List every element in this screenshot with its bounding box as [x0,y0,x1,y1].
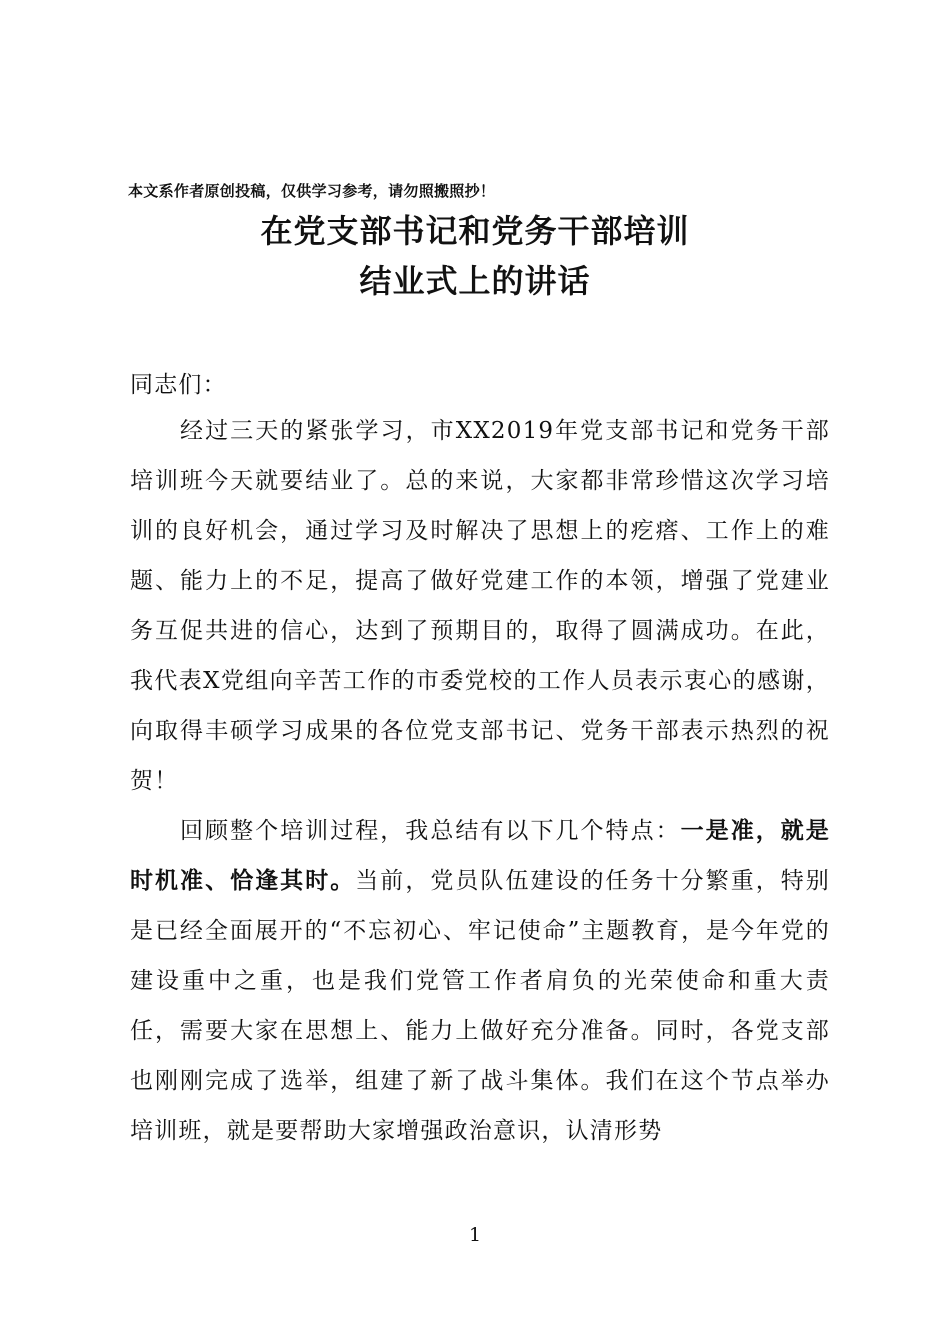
page-number: 1 [468,1224,482,1246]
paragraph-2-bold-point: 一是准，就是时机准、恰逢其时。 [130,817,831,894]
paragraph-2 [130,806,830,1156]
salutation: 同志们： [130,372,227,398]
page-title-line-1: 在党支部书记和党务干部培训 [260,212,690,250]
paragraph-2-intro: 回顾整个培训过程，我总结有以下几个特点： [180,818,681,844]
paragraph-1: 经过三天的紧张学习，市XX2019年党支部书记和党务干部培训班今天就要结业了。总的来说，大家都非常珍惜这次学习培训的良好机会，通过学习及时解决了思想上的疙瘩、工作上的难题、能力上的不足，提高了做好党建工作的本领，增强了党建业务互促共进的信心，达到了预期目的，取得了圆满成功。在此，我代表X党组向辛苦工作的市委党校的工作人员表示衷心的感谢，向取得丰硕学习成果的各位党支部书记、党务干部表示热烈的祝贺！ [130,418,830,794]
page-title-line-2: 结业式上的讲话 [359,262,591,300]
paragraph-2-rest: 当前，党员队伍建设的任务十分繁重，特别是已经全面展开的“不忘初心、牢记使命”主题教育，是今年党的建设重中之重，也是我们党管工作者肩负的光荣使命和重大责任，需要大家在思想上、能力上做好充分准备。同时，各党支部也刚刚完成了选举，组建了新了战斗集体。我们在这个节点举办培训班，就是要帮助大家增强政治意识，认清形势 [130,868,830,1144]
copyright-notice: 本文系作者原创投稿，仅供学习参考，请勿照搬照抄！ [128,182,496,200]
